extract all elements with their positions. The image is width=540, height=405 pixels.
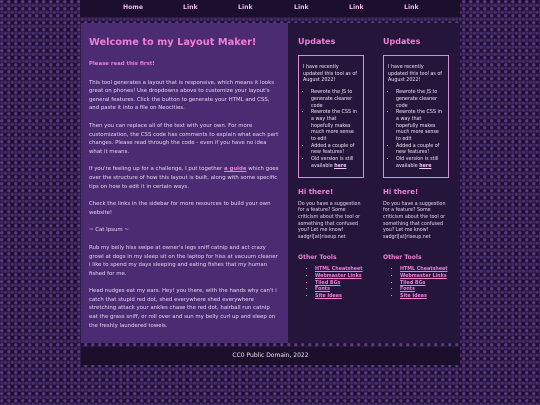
updates-item: • Rewrote the CSS in a way that hopefully makes much more sense to edit xyxy=(311,110,359,144)
updates-intro: I have recently updated this tool as of August 2022! xyxy=(388,65,442,84)
intro-paragraph: This tool generates a layout that is responsive, which means it looks great on phones! Use dropdowns above to customize your layout's general features. Click the button to generate your HTML and CSS, and paste it into a file on Neocities. xyxy=(89,79,274,112)
tool-item xyxy=(400,274,449,281)
tool-item xyxy=(400,267,449,274)
updates-item-old-version xyxy=(396,157,444,170)
top-nav xyxy=(80,0,460,17)
footer: CC0 Public Domain, 2022 xyxy=(81,347,460,365)
other-tools-list xyxy=(383,267,449,302)
other-tools-title: Other Tools xyxy=(383,253,422,261)
hi-there-text: Do you have a suggestion for a feature? Some criticism about the tool or something that confused you? Let me know! sadgrl[at]riseup.net xyxy=(383,201,446,241)
sidebar-right xyxy=(377,23,455,343)
updates-intro: I have recently updated this tool as of August 2022! xyxy=(303,65,357,84)
main-content xyxy=(81,23,288,343)
nav-link-3[interactable]: Link xyxy=(294,4,309,11)
updates-title: Updates xyxy=(298,37,336,46)
hi-there-title: Hi there! xyxy=(298,187,334,196)
nav-home-link[interactable]: Home xyxy=(123,4,144,11)
guide-link[interactable]: a guide xyxy=(223,166,247,173)
tool-link-webmaster-links[interactable]: Webmaster Links xyxy=(400,273,447,279)
tool-link-fonts[interactable]: Fonts xyxy=(400,287,415,293)
tool-item xyxy=(400,294,449,301)
guide-paragraph xyxy=(89,165,280,191)
updates-item-old-version xyxy=(311,157,359,170)
tool-link-fonts[interactable]: Fonts xyxy=(315,287,330,293)
updates-item: • Rewrote the JS to generate cleaner code xyxy=(311,90,359,110)
page-title: Welcome to my Layout Maker! xyxy=(89,37,257,48)
tool-link-site-ideas[interactable]: Site Ideas xyxy=(315,294,342,300)
tool-link-site-ideas[interactable]: Site Ideas xyxy=(400,294,427,300)
tool-item xyxy=(315,294,364,301)
tool-item xyxy=(315,274,364,281)
hi-there-title: Hi there! xyxy=(383,187,419,196)
updates-box xyxy=(298,55,364,178)
other-tools-list xyxy=(298,267,364,302)
updates-box xyxy=(383,55,449,178)
updates-item: • Rewrote the CSS in a way that hopefully makes much more sense to edit xyxy=(396,110,444,144)
tool-item xyxy=(315,267,364,274)
cat-ipsum-paragraph-1: Rub my belly hiss swipe at owner's legs sniff catnip and act crazy growl at dogs in my sleep sit on the laptop for hiss at vacuum cleaner i like to spend my days sleeping and eating fishes that my human fished for me. xyxy=(89,244,278,277)
old-version-text: Old version is still available xyxy=(311,157,354,169)
nav-link-2[interactable]: Link xyxy=(238,4,253,11)
cat-ipsum-heading: ~ Cat Ipsum ~ xyxy=(89,227,129,234)
customization-paragraph: Then you can replace all of the text with your own. For more customization, the CSS code has comments to explain what each part changes. Please read through the code - even if you have no idea what it means. xyxy=(89,122,279,155)
resources-paragraph: Check the links in the sidebar for more resources to build your own website! xyxy=(89,201,271,216)
sidebar-left xyxy=(292,23,370,343)
updates-item: • Rewrote the JS to generate cleaner code xyxy=(396,90,444,110)
cat-ipsum-paragraph-2: Head nudges eat my ears. Hey! you there, with the hands why can't i catch that stupid red dot, shed everywhere shed everywhere stretching attack your ankles chase the red dot, hairball run catnip eat the grass sniff, or roll over and sun my belly curl up and sleep on the freshly laundered towels. xyxy=(89,288,277,329)
please-read-notice: Please read this first! xyxy=(89,61,155,67)
hi-there-text: Do you have a suggestion for a feature? Some criticism about the tool or something that confused you? Let me know! sadgrl[at]riseup.net xyxy=(298,201,361,241)
old-version-text: Old version is still available xyxy=(396,157,439,169)
old-version-link[interactable]: here xyxy=(419,163,432,169)
tool-link-tiled-bgs[interactable]: Tiled BGs xyxy=(315,280,341,286)
tool-link-webmaster-links[interactable]: Webmaster Links xyxy=(315,273,362,279)
updates-title: Updates xyxy=(383,37,421,46)
updates-item: • Added a couple of new features! xyxy=(396,144,444,157)
guide-text-before: If you're feeling up for a challenge, I put together xyxy=(89,166,224,173)
updates-list xyxy=(388,90,444,170)
tool-link-html-cheatsheet[interactable]: HTML Cheatsheet xyxy=(400,266,448,272)
tool-link-html-cheatsheet[interactable]: HTML Cheatsheet xyxy=(315,266,363,272)
nav-link-5[interactable]: Link xyxy=(404,4,419,11)
tool-link-tiled-bgs[interactable]: Tiled BGs xyxy=(400,280,426,286)
old-version-link[interactable]: here xyxy=(334,163,347,169)
nav-link-1[interactable]: Link xyxy=(183,4,198,11)
other-tools-title: Other Tools xyxy=(298,253,337,261)
nav-link-4[interactable]: Link xyxy=(349,4,364,11)
updates-item: • Added a couple of new features! xyxy=(311,144,359,157)
guide-text-after: which goes over the structure of how this layout is built, along with some specific tips on how to edit it in certain ways. xyxy=(89,166,279,190)
updates-list xyxy=(303,90,359,170)
